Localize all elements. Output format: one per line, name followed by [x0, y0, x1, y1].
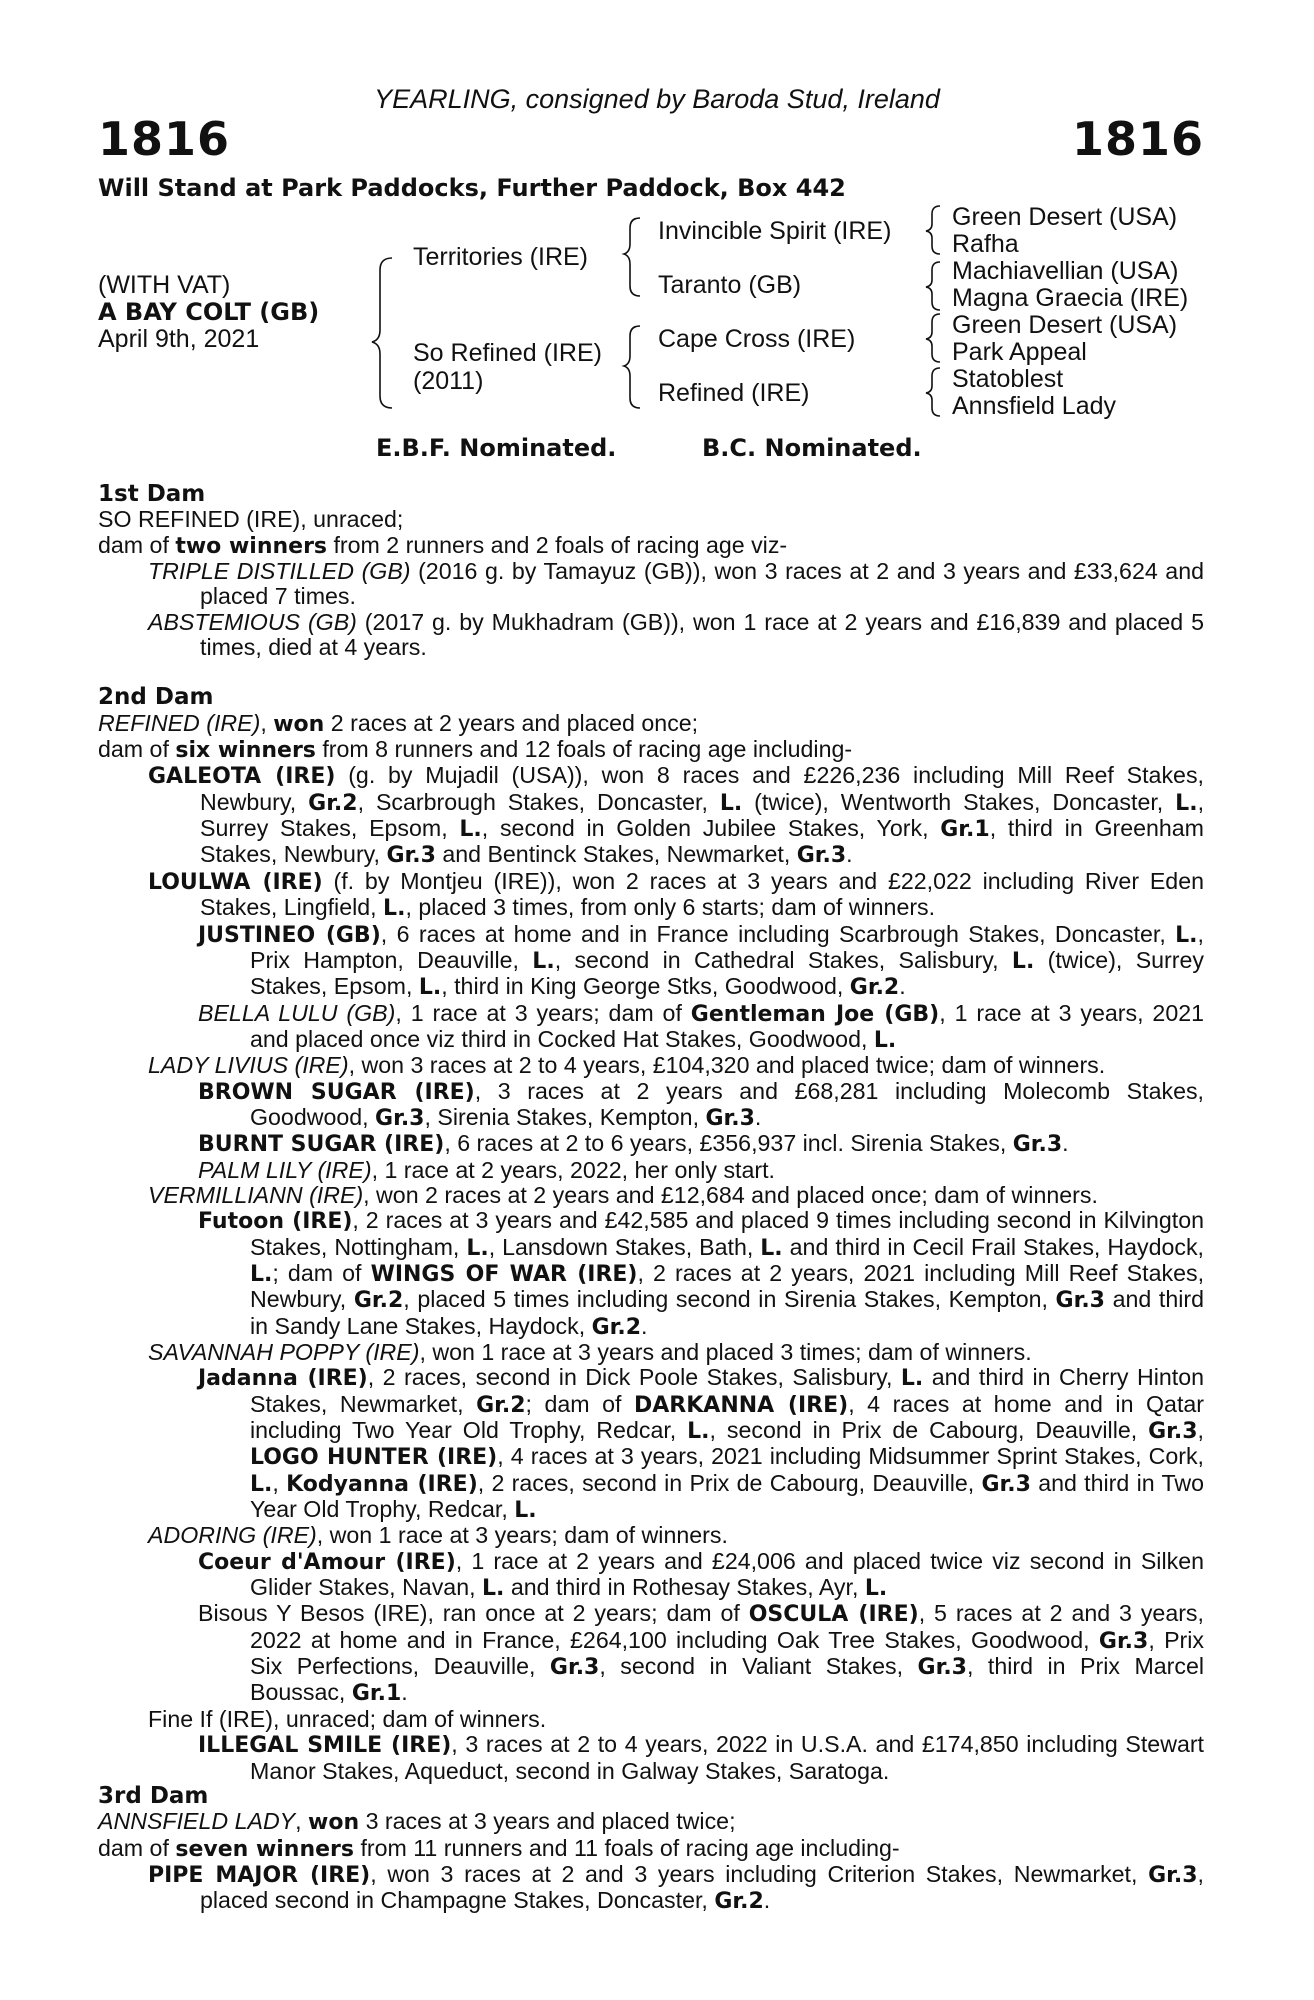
lot-number-right: 1816 — [1071, 112, 1204, 166]
gg-3: Machiavellian (USA) — [952, 257, 1179, 285]
gg-5: Green Desert (USA) — [952, 311, 1178, 339]
vat-note: (WITH VAT) — [98, 271, 231, 299]
brace-g4 — [926, 368, 940, 416]
produce-entry: LOULWA (IRE) (f. by Montjeu (IRE)), won 2 races at 3 years and £22,022 including River Eden Stakes, Lingfield, L., placed 3 times, from only 6 starts; dam of winners. — [148, 867, 1204, 922]
third-dam-name: ANNSFIELD LADY, won 3 races at 3 years and placed twice; — [98, 1808, 736, 1836]
brace-dam-line — [624, 326, 640, 408]
produce-entry: PIPE MAJOR (IRE), won 3 races at 2 and 3 years including Criterion Stakes, Newmarket, Gr.3, placed second in Champagne Stakes, Doncaster, Gr.2. — [148, 1860, 1204, 1915]
brace-sire-line — [624, 218, 640, 296]
dam-year: (2011) — [413, 367, 484, 395]
ebf-nominated: E.B.F. Nominated. — [376, 434, 617, 462]
produce-entry: JUSTINEO (GB), 6 races at home and in France including Scarbrough Stakes, Doncaster, L., Prix Hampton, Deauville, L., second in Cathedral Stakes, Salisbury, L. (twice), Surrey Stakes, Epsom, L., third in King George Stks, Goodwood, Gr.2. — [198, 920, 1204, 1001]
sire: Territories (IRE) — [413, 243, 589, 271]
produce-entry: Bisous Y Besos (IRE), ran once at 2 years; dam of OSCULA (IRE), 5 races at 2 and 3 years, 2022 at home and in France, £264,100 including Oak Tree Stakes, Goodwood, Gr.3, Prix Six Perfections, Deauville, Gr.3, second in Valiant Stakes, Gr.3, third in Prix Marcel Boussac, Gr.1. — [198, 1600, 1205, 1707]
sire-sire: Invincible Spirit (IRE) — [658, 217, 892, 245]
stand-location: Will Stand at Park Paddocks, Further Paddock, Box 442 — [98, 174, 846, 202]
gg-7: Statoblest — [952, 365, 1064, 393]
gg-2: Rafha — [952, 230, 1019, 258]
produce-record — [98, 482, 1204, 1915]
produce-entry: Jadanna (IRE), 2 races, second in Dick Poole Stakes, Salisbury, L. and third in Cherry Hinton Stakes, Newmarket, Gr.2; dam of DARKANNA (IRE), 4 races at home and in Qatar including Two Year Old Trophy, Redcar, L., second in Prix de Cabourg, Deauville, Gr.3, LOGO HUNTER (IRE), 4 races at 3 years, 2021 including Midsummer Sprint Stakes, Cork, L., Kodyanna (IRE), 2 races, second in Prix de Cabourg, Deauville, Gr.3 and third in Two Year Old Trophy, Redcar, L. — [198, 1364, 1205, 1524]
produce-entry: GALEOTA (IRE) (g. by Mujadil (USA)), won 8 races and £226,236 including Mill Reef Stakes, Newbury, Gr.2, Scarbrough Stakes, Doncaster, L. (twice), Wentworth Stakes, Doncaster, L., Surrey Stakes, Epsom, L., second in Golden Jubilee Stakes, York, Gr.1, third in Greenham Stakes, Newbury, Gr.3 and Bentinck Stakes, Newmarket, Gr.3. — [148, 762, 1205, 869]
brace-sire-dam — [372, 258, 392, 408]
produce-entry: LADY LIVIUS (IRE), won 3 races at 2 to 4 years, £104,320 and placed twice; dam of winners. — [148, 1052, 1106, 1079]
produce-entry: PALM LILY (IRE), 1 race at 2 years, 2022, her only start. — [198, 1156, 775, 1183]
produce-entry: BELLA LULU (GB), 1 race at 3 years; dam of Gentleman Joe (GB), 1 race at 3 years, 2021 and placed once viz third in Cocked Hat Stakes, Goodwood, L. — [198, 999, 1205, 1053]
gg-4: Magna Graecia (IRE) — [952, 284, 1189, 312]
third-dam-heading: 3rd Dam — [98, 1782, 209, 1809]
sire-dam: Taranto (GB) — [658, 271, 802, 299]
second-dam-name: REFINED (IRE), won 2 races at 2 years and placed once; — [98, 709, 699, 737]
produce-entry: TRIPLE DISTILLED (GB) (2016 g. by Tamayuz (GB)), won 3 races at 2 and 3 years and £33,624 and placed 7 times. — [148, 558, 1204, 610]
produce-entry: ABSTEMIOUS (GB) (2017 g. by Mukhadram (GB)), won 1 race at 2 years and £16,839 and placed 5 times, died at 4 years. — [148, 608, 1204, 661]
produce-entry: BROWN SUGAR (IRE), 3 races at 2 years and £68,281 including Molecomb Stakes, Goodwood, Gr.3, Sirenia Stakes, Kempton, Gr.3. — [198, 1077, 1204, 1131]
first-dam-name: SO REFINED (IRE), unraced; — [98, 506, 404, 533]
produce-entry: VERMILLIANN (IRE), won 2 races at 2 years and £12,684 and placed once; dam of winners. — [148, 1181, 1098, 1208]
foaling-date: April 9th, 2021 — [98, 325, 260, 353]
second-dam-heading: 2nd Dam — [98, 684, 214, 711]
first-dam-produce-summary: dam of two winners from 2 runners and 2 foals of racing age viz- — [98, 531, 788, 559]
produce-entry: Fine If (IRE), unraced; dam of winners. — [148, 1705, 547, 1732]
first-dam-heading: 1st Dam — [98, 481, 206, 507]
produce-entry: BURNT SUGAR (IRE), 6 races at 2 to 6 years, £356,937 incl. Sirenia Stakes, Gr.3. — [198, 1130, 1069, 1158]
lot-number-left: 1816 — [98, 112, 231, 166]
brace-g3 — [926, 314, 940, 362]
produce-entry: ADORING (IRE), won 1 race at 3 years; dam of winners. — [148, 1522, 728, 1549]
gg-6: Park Appeal — [952, 338, 1087, 366]
gg-8: Annsfield Lady — [952, 392, 1117, 420]
produce-entry: SAVANNAH POPPY (IRE), won 1 race at 3 years and placed 3 times; dam of winners. — [148, 1339, 1032, 1365]
consignor-line: YEARLING, consigned by Baroda Stud, Ireland — [374, 84, 940, 114]
produce-entry: Coeur d'Amour (IRE), 1 race at 2 years and £24,006 and placed twice viz second in Silken Glider Stakes, Navan, L. and third in Rothesay Stakes, Ayr, L. — [198, 1547, 1204, 1602]
gg-1: Green Desert (USA) — [952, 203, 1178, 231]
produce-entry: ILLEGAL SMILE (IRE), 3 races at 2 to 4 years, 2022 in U.S.A. and £174,850 including Stewart Manor Stakes, Aqueduct, second in Galway Stakes, Saratoga. — [198, 1731, 1205, 1784]
dam: So Refined (IRE) — [413, 339, 602, 367]
brace-g1 — [926, 206, 940, 254]
bc-nominated: B.C. Nominated. — [702, 434, 922, 462]
produce-entry: Futoon (IRE), 2 races at 3 years and £42,585 and placed 9 times including second in Kilvington Stakes, Nottingham, L., Lansdown Stakes, Bath, L. and third in Cecil Frail Stakes, Haydock, L.; dam of WINGS OF WAR (IRE), 2 races at 2 years, 2021 including Mill Reef Stakes, Newbury, Gr.2, placed 5 times including second in Sirenia Stakes, Kempton, Gr.3 and third in Sandy Lane Stakes, Haydock, Gr.2. — [198, 1207, 1205, 1340]
dam-dam: Refined (IRE) — [658, 379, 810, 407]
third-dam-produce-summary: dam of seven winners from 11 runners and 11 foals of racing age including- — [98, 1834, 900, 1862]
brace-g2 — [926, 262, 940, 310]
horse-name: A BAY COLT (GB) — [98, 298, 320, 326]
dam-sire: Cape Cross (IRE) — [658, 325, 856, 353]
second-dam-produce-summary: dam of six winners from 8 runners and 12 foals of racing age including- — [98, 736, 853, 764]
